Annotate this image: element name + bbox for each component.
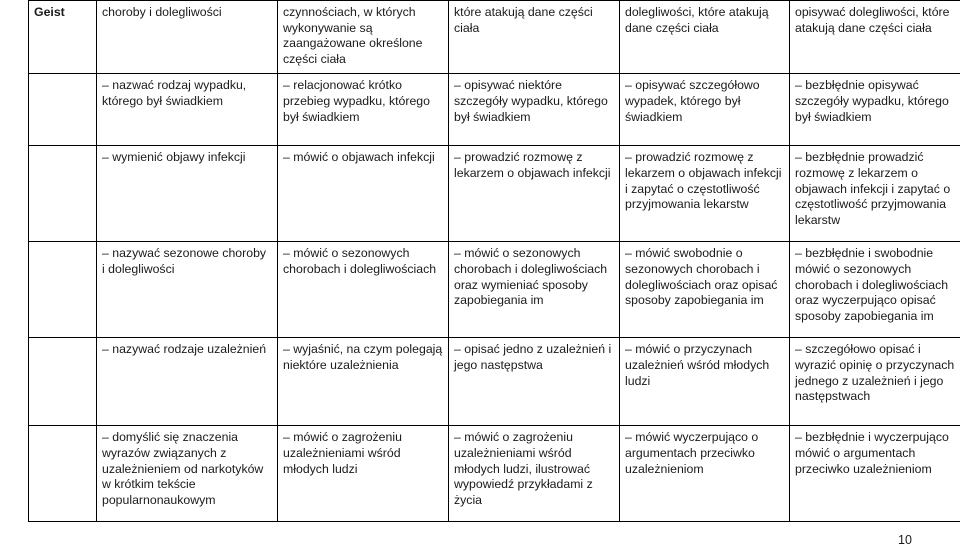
table-cell: które atakują dane części ciała [449, 1, 620, 74]
row-label [29, 146, 97, 242]
table-cell: – mówić o zagrożeniu uzależnieniami wśród młodych ludzi [278, 426, 449, 522]
table-cell: – mówić swobodnie o sezonowych chorobach i dolegliwościach oraz opisać sposoby zapobiegania im [620, 242, 790, 338]
table-cell: – mówić o przyczynach uzależnień wśród młodych ludzi [620, 338, 790, 426]
table-cell: – bezbłędnie prowadzić rozmowę z lekarzem o objawach infekcji i zapytać o częstotliwość przyjmowania lekarstw [790, 146, 960, 242]
table-cell: – mówić o objawach infekcji [278, 146, 449, 242]
table-row [29, 242, 960, 338]
row-label [29, 74, 97, 146]
table-cell: – prowadzić rozmowę z lekarzem o objawach infekcji i zapytać o częstotliwość przyjmowania lekarstw [620, 146, 790, 242]
table-cell: – opisać jedno z uzależnień i jego następstwa [449, 338, 620, 426]
row-label [29, 338, 97, 426]
table-cell: – mówić o sezonowych chorobach i dolegliwościach [278, 242, 449, 338]
table-cell: – wyjaśnić, na czym polegają niektóre uzależnienia [278, 338, 449, 426]
table-row [29, 74, 960, 146]
table-cell: – bezbłędnie opisywać szczegóły wypadku, którego był świadkiem [790, 74, 960, 146]
requirements-table [28, 0, 960, 522]
table-cell: – nazwać rodzaj wypadku, którego był świadkiem [97, 74, 278, 146]
table-row [29, 146, 960, 242]
table-cell: – nazywać sezonowe choroby i dolegliwości [97, 242, 278, 338]
table-cell: czynnościach, w których wykonywanie są zaangażowane określone części ciała [278, 1, 449, 74]
row-label: Geist [29, 1, 97, 74]
table-row [29, 338, 960, 426]
table-cell: – mówić o sezonowych chorobach i dolegliwościach oraz wymieniać sposoby zapobiegania im [449, 242, 620, 338]
table-cell: – opisywać szczegółowo wypadek, którego był świadkiem [620, 74, 790, 146]
table-cell: – mówić o zagrożeniu uzależnieniami wśród młodych ludzi, ilustrować wypowiedź przykładami z życia [449, 426, 620, 522]
table-cell: – mówić wyczerpująco o argumentach przeciwko uzależnieniom [620, 426, 790, 522]
table-cell: – opisywać niektóre szczegóły wypadku, którego był świadkiem [449, 74, 620, 146]
row-label [29, 426, 97, 522]
table-cell: – szczegółowo opisać i wyrazić opinię o przyczynach jednego z uzależnień i jego następstwach [790, 338, 960, 426]
table-cell: – prowadzić rozmowę z lekarzem o objawach infekcji [449, 146, 620, 242]
table-cell: – relacjonować krótko przebieg wypadku, którego był świadkiem [278, 74, 449, 146]
table-cell: – domyślić się znaczenia wyrazów związanych z uzależnieniem od narkotyków w krótkim tekście popularnonaukowym [97, 426, 278, 522]
table-cell: – wymienić objawy infekcji [97, 146, 278, 242]
table-cell: – bezbłędnie i swobodnie mówić o sezonowych chorobach i dolegliwościach oraz wyczerpująco opisać sposoby zapobiegania im [790, 242, 960, 338]
table-row [29, 426, 960, 522]
table-cell: – bezbłędnie i wyczerpująco mówić o argumentach przeciwko uzależnieniom [790, 426, 960, 522]
table-cell: opisywać dolegliwości, które atakują dane części ciała [790, 1, 960, 74]
table-cell: – nazywać rodzaje uzależnień [97, 338, 278, 426]
table-cell: choroby i dolegliwości [97, 1, 278, 74]
table-row [29, 1, 960, 74]
page-number: 10 [898, 533, 912, 547]
table-cell: dolegliwości, które atakują dane części ciała [620, 1, 790, 74]
row-label [29, 242, 97, 338]
